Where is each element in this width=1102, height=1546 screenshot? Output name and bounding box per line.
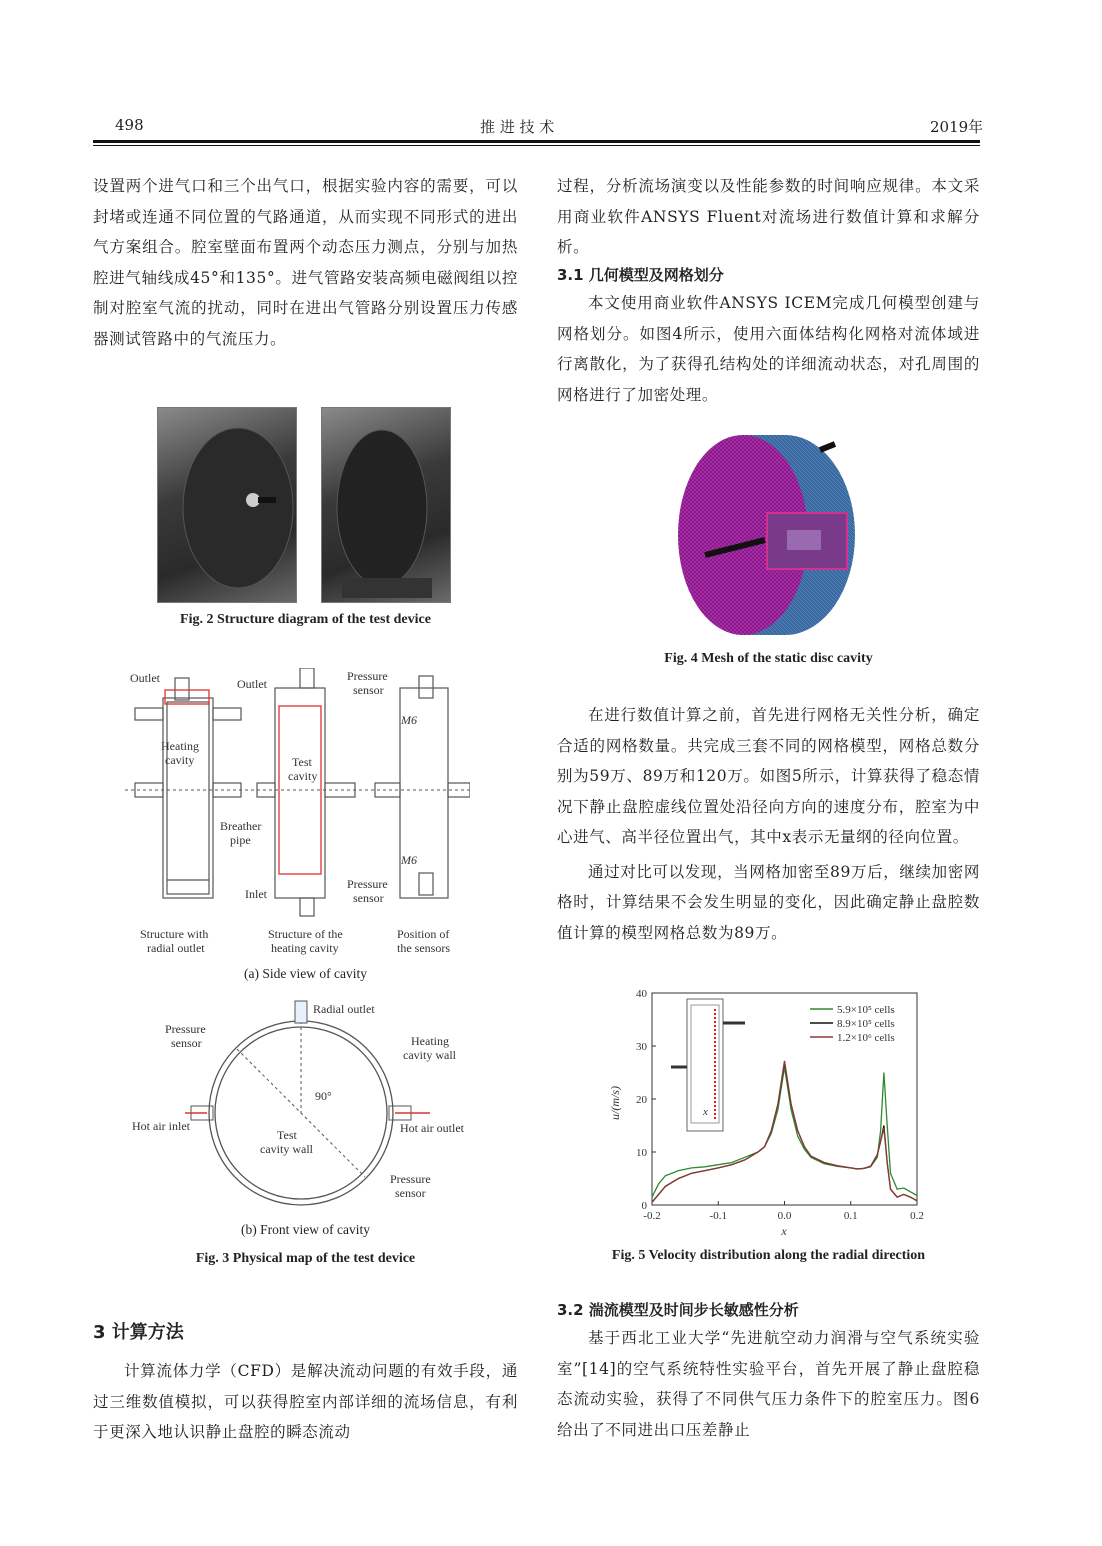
legend-entry: 8.9×10⁵ cells — [837, 1018, 895, 1030]
label-ps1-b: sensor — [171, 1036, 202, 1050]
label-breather-pipe: pipe — [230, 833, 251, 847]
journal-name: 推 进 技 术 — [480, 118, 555, 136]
header-rule — [93, 140, 980, 143]
label-test: Test — [292, 755, 312, 769]
x-tick-label: 0.2 — [910, 1210, 924, 1222]
label-heating-wall-2: cavity wall — [403, 1048, 456, 1062]
fig3a-side-view — [125, 668, 470, 958]
section-3-heading: 3 计算方法 — [93, 1322, 184, 1343]
test-device-photo-2 — [321, 407, 451, 603]
fig5-velocity-chart — [605, 985, 935, 1240]
fig4-mesh-image — [675, 430, 865, 640]
y-tick-label: 20 — [636, 1094, 647, 1106]
y-tick-label: 10 — [636, 1147, 647, 1159]
label-heating: Heating — [161, 739, 199, 753]
x-tick-label: 0.0 — [777, 1210, 792, 1222]
fig4-caption: Fig. 4 Mesh of the static disc cavity — [664, 651, 873, 666]
header-rule-thin — [93, 145, 980, 146]
cap-structure-radial-2: radial outlet — [147, 941, 205, 955]
label-hot-air-inlet: Hot air inlet — [132, 1119, 190, 1133]
y-axis-label: u/(m/s) — [608, 1086, 622, 1120]
label-angle: 90° — [315, 1089, 332, 1103]
x-axis-label: x — [781, 1224, 787, 1238]
legend-entry: 5.9×10⁵ cells — [837, 1004, 895, 1016]
label-m6-a: M6 — [401, 713, 417, 727]
label-test-wall-2: cavity wall — [260, 1142, 313, 1156]
label-outlet-2: Outlet — [237, 677, 267, 691]
label-breather: Breather — [220, 819, 262, 833]
series-line-2 — [652, 1062, 917, 1202]
cap-heating-cavity-2: heating cavity — [271, 941, 339, 955]
fig5-caption: Fig. 5 Velocity distribution along the radial direction — [611, 1248, 926, 1263]
page-number: 498 — [115, 116, 144, 134]
label-ps1-a: Pressure — [165, 1022, 206, 1036]
label-ps-top-1: Pressure — [347, 669, 388, 683]
label-radial-outlet: Radial outlet — [313, 1002, 375, 1016]
series-line-1 — [652, 1067, 917, 1197]
fig3a-subcaption: (a) Side view of cavity — [244, 966, 367, 981]
section-3-1-heading: 3.1 几何模型及网格划分 — [557, 266, 724, 284]
cap-sensors-2: the sensors — [397, 941, 450, 955]
y-tick-label: 40 — [636, 988, 647, 1000]
svg-text:x: x — [703, 1106, 708, 1118]
label-m6-b: M6 — [401, 853, 417, 867]
right-paragraph-2: 本文使用商业软件ANSYS ICEM完成几何模型创建与网格划分。如图4所示，使用六面体结构化网格对流体域进行离散化，为了获得孔结构处的详细流动状态，对孔周围的网格进行了加密处理。 — [557, 294, 980, 404]
label-outlet-1: Outlet — [130, 671, 160, 685]
right-paragraph-5: 基于西北工业大学“先进航空动力润滑与空气系统实验室”[14]的空气系统特性实验平台，首先开展了静止盘腔稳态流动实验，获得了不同供气压力条件下的腔室压力。图6给出了不同进出口压差静止 — [557, 1329, 980, 1439]
test-device-photo-1 — [157, 407, 297, 603]
cap-sensors-1: Position of — [397, 927, 450, 941]
legend-entry: 1.2×10⁶ cells — [837, 1032, 895, 1044]
right-paragraph-1: 过程，分析流场演变以及性能参数的时间响应规律。本文采用商业软件ANSYS Fluent对流场进行数值计算和求解分析。 — [557, 177, 980, 256]
section-3-2-heading: 3.2 湍流模型及时间步长敏感性分析 — [557, 1301, 799, 1319]
y-tick-label: 30 — [636, 1041, 647, 1053]
fig3b-subcaption: (b) Front view of cavity — [241, 1222, 370, 1237]
right-paragraph-3: 在进行数值计算之前，首先进行网格无关性分析，确定合适的网格数量。共完成三套不同的网格模型，网格总数分别为59万、89万和120万。如图5所示，计算获得了稳态情况下静止盘腔虚线位置处沿径向方向的速度分布，腔室为中心进气、高半径位置出气，其中x表示无量纲的径向位置。 通过对比可以发现，当网格加密至89万后，继续加密网格时，计算结果不会发生明显的变化，因此确定静止盘腔数值计算的模型网格总数为89万。 — [557, 706, 980, 942]
cap-heating-cavity-1: Structure of the — [268, 927, 343, 941]
label-test-cavity: cavity — [288, 769, 318, 783]
fig3-caption: Fig. 3 Physical map of the test device — [195, 1251, 416, 1266]
inset-schematic — [671, 999, 745, 1131]
label-heating-wall-1: Heating — [411, 1034, 449, 1048]
label-test-wall-1: Test — [277, 1128, 297, 1142]
label-ps2-b: sensor — [395, 1186, 426, 1200]
cap-structure-radial-1: Structure with — [140, 927, 209, 941]
fig3b-front-view — [125, 997, 480, 1222]
x-tick-label: 0.1 — [843, 1210, 858, 1222]
year: 2019年 — [930, 118, 984, 136]
y-tick-label: 0 — [641, 1200, 647, 1212]
label-ps2-a: Pressure — [390, 1172, 431, 1186]
label-ps-bot-1: Pressure — [347, 877, 388, 891]
label-inlet: Inlet — [245, 887, 267, 901]
label-ps-bot-2: sensor — [353, 891, 384, 905]
left-paragraph-2: 计算流体力学（CFD）是解决流动问题的有效手段，通过三维数值模拟，可以获得腔室内部详细的流场信息，有利于更深入地认识静止盘腔的瞬态流动 — [93, 1362, 518, 1441]
series-line-3 — [652, 1061, 917, 1203]
x-tick-label: -0.2 — [643, 1210, 661, 1222]
fig2-caption: Fig. 2 Structure diagram of the test device — [180, 612, 431, 627]
label-ps-top-2: sensor — [353, 683, 384, 697]
label-heating-cavity: cavity — [165, 753, 195, 767]
left-paragraph-1: 设置两个进气口和三个出气口，根据实验内容的需要，可以封堵或连通不同位置的气路通道，从而实现不同形式的进出气方案组合。腔室壁面布置两个动态压力测点，分别与加热腔进气轴线成45°和135°。进气管路安装高频电磁阀组以控制对腔室气流的扰动，同时在进出气管路分别设置压力传感器测试管路中的气流压力。 — [93, 177, 518, 348]
label-hot-air-outlet: Hot air outlet — [400, 1121, 464, 1135]
x-tick-label: -0.1 — [709, 1210, 727, 1222]
